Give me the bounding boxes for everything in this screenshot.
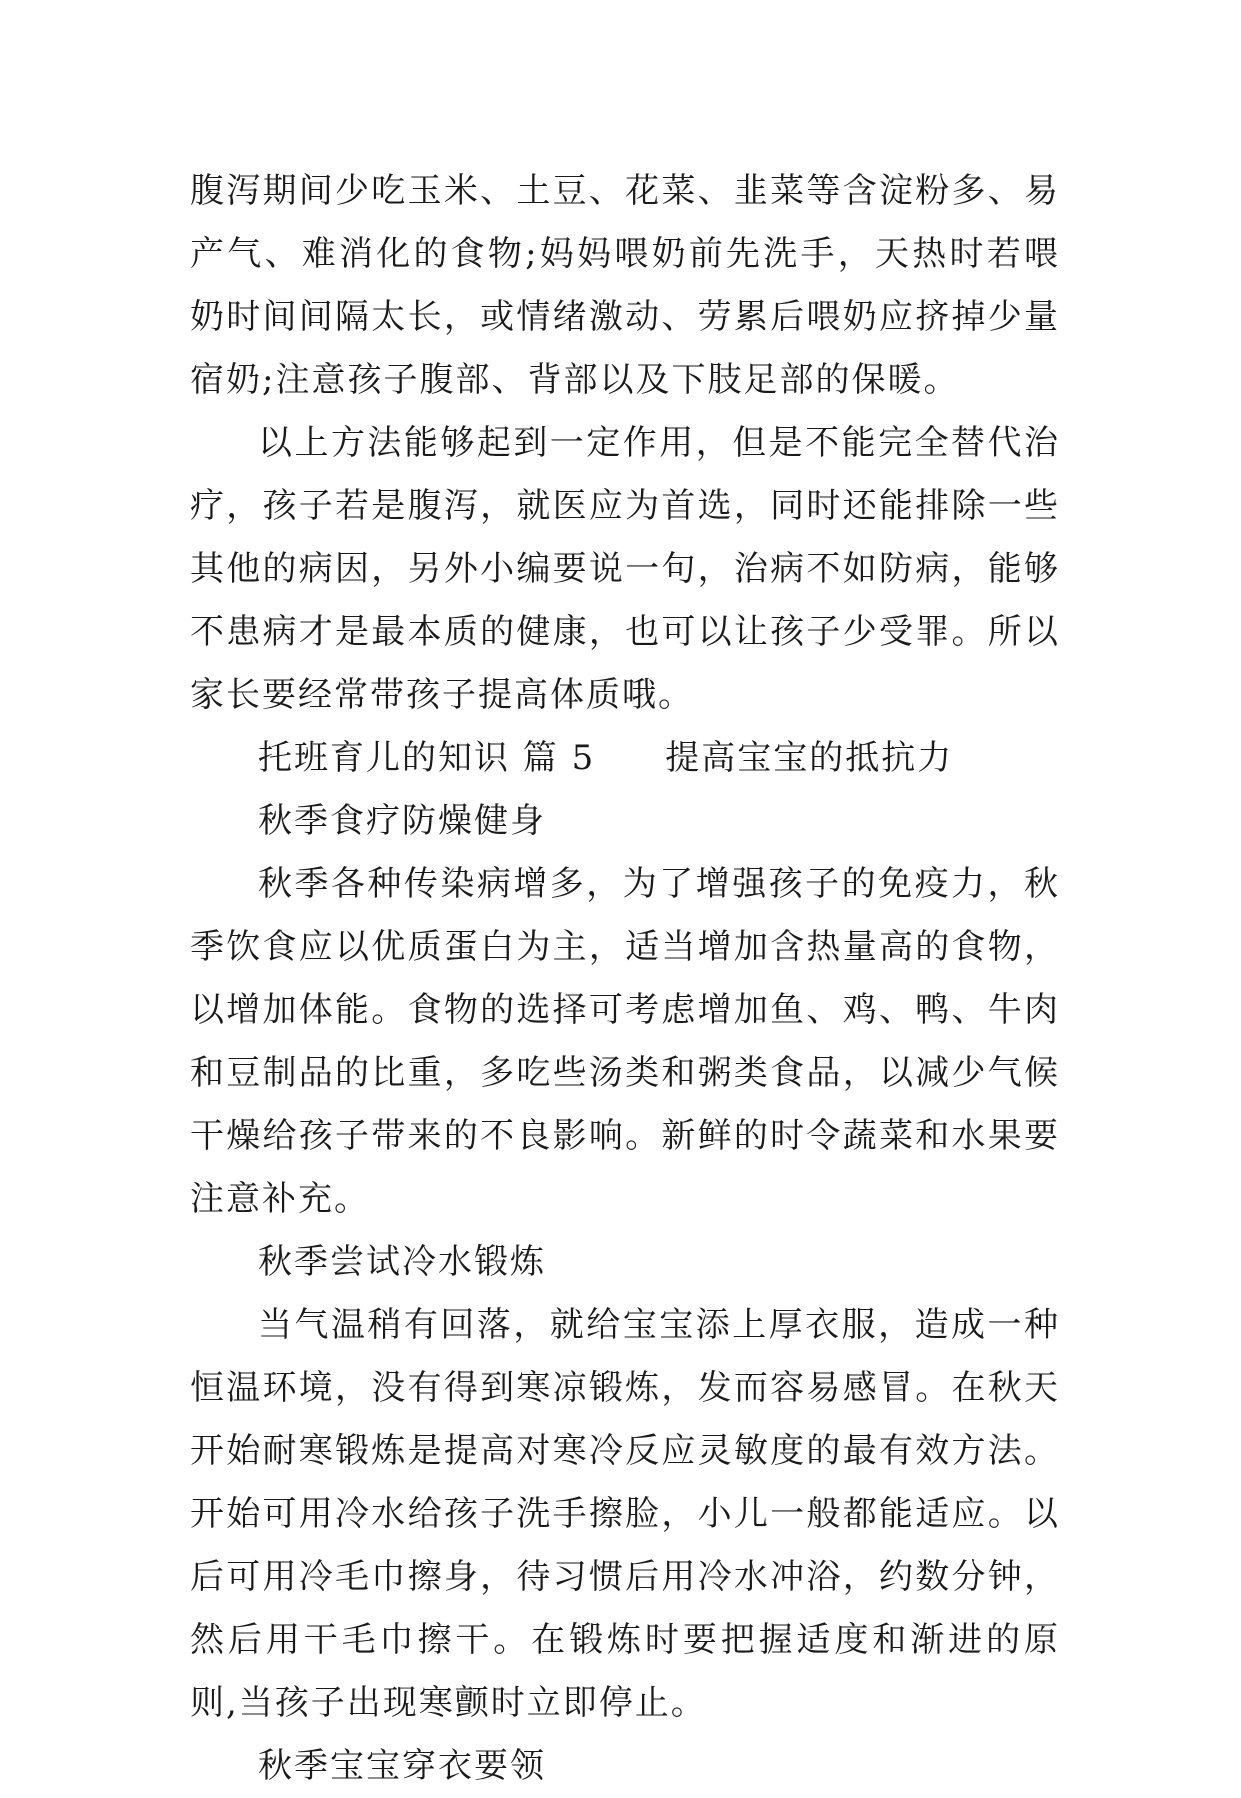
paragraph-treatment-advice: 以上方法能够起到一定作用，但是不能完全替代治疗，孩子若是腹泻，就医应为首选，同时还能排除一些其他的病因，另外小编要说一句，治病不如防病，能够不患病才是最本质的健康，也可以让孩子少受罪。所以家长要经常带孩子提高体质哦。 xyxy=(190,423,1060,715)
section-heading xyxy=(190,727,1060,790)
section-heading-title: 提高宝宝的抵抗力 xyxy=(665,738,954,778)
subsection-title-diet: 秋季食疗防燥健身 xyxy=(258,801,546,841)
subsection-title-cold-water: 秋季尝试冷水锻炼 xyxy=(258,1242,546,1282)
subsection-body-diet: 秋季各种传染病增多，为了增强孩子的免疫力，秋季饮食应以优质蛋白为主，适当增加含热量高的食物，以增加体能。食物的选择可考虑增加鱼、鸡、鸭、牛肉和豆制品的比重，多吃些汤类和粥类食品，以减少气候干燥给孩子带来的不良影响。新鲜的时令蔬菜和水果要注意补充。 xyxy=(190,864,1060,1219)
subsection-body-cold-water: 当气温稍有回落，就给宝宝添上厚衣服，造成一种恒温环境，没有得到寒凉锻炼，发而容易感冒。在秋天开始耐寒锻炼是提高对寒冷反应灵敏度的最有效方法。开始可用冷水给孩子洗手擦脸，小儿一般都能适应。以后可用冷毛巾擦身，待习惯后用冷水冲浴，约数分钟，然后用干毛巾擦干。在锻炼时要把握适度和渐进的原则,当孩子出现寒颤时立即停止。 xyxy=(190,1305,1060,1723)
subsection-title-clothing: 秋季宝宝穿衣要领 xyxy=(258,1746,546,1786)
paragraph-diarrhea-diet: 腹泻期间少吃玉米、土豆、花菜、韭菜等含淀粉多、易产气、难消化的食物;妈妈喂奶前先洗手，天热时若喂奶时间间隔太长，或情绪激动、劳累后喂奶应挤掉少量宿奶;注意孩子腹部、背部以及下肢足部的保暖。 xyxy=(190,171,1060,400)
document-body xyxy=(190,160,1060,1798)
section-heading-label: 托班育儿的知识 篇 5 xyxy=(258,738,596,778)
